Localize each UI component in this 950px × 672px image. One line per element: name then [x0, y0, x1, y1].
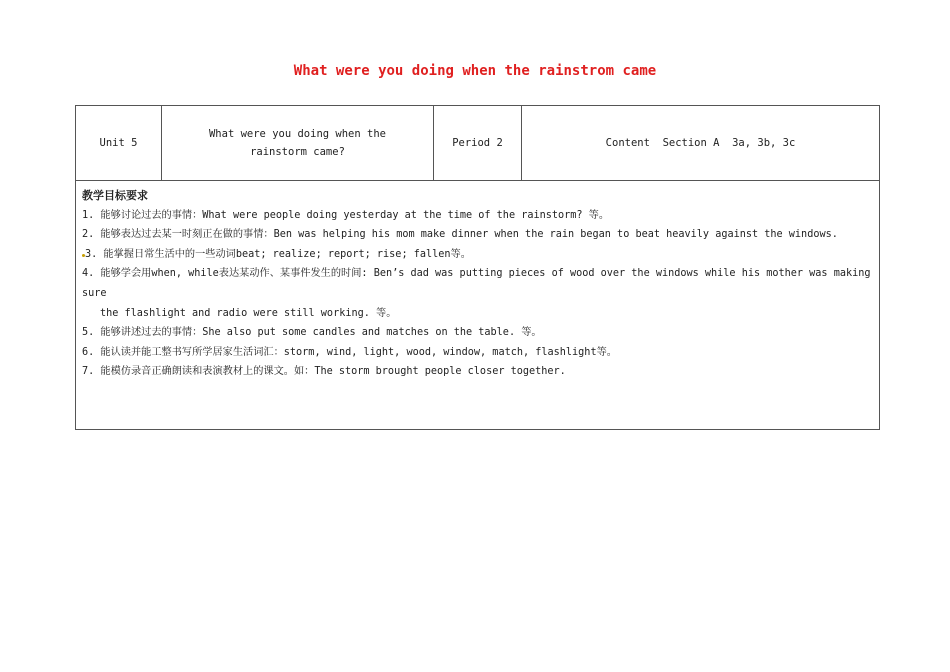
objective-item-2: 2. 能够表达过去某一时刻正在做的事情：Ben was helping his mom make dinner when the rain began to beat heavily against the windows. — [82, 229, 838, 241]
objectives-heading: 教学目标要求 — [82, 189, 148, 202]
topic-label: What were you doing when the rainstorm came? — [208, 128, 386, 158]
objective-item-3-text: 3. 能掌握日常生活中的一些动词beat; realize; report; rise; fallen等。 — [85, 248, 471, 260]
table-header-row — [76, 106, 879, 181]
unit-label: Unit 5 — [99, 137, 138, 149]
content-cell — [522, 106, 879, 180]
period-cell — [434, 106, 522, 180]
objective-item-3 — [82, 245, 874, 265]
objective-item-1: 1. 能够讨论过去的事情：What were people doing yesterday at the time of the rainstorm? 等。 — [82, 209, 610, 221]
objective-item-7: 7. 能模仿录音正确朗读和表演教材上的课文。如：The storm brought people closer together. — [82, 366, 566, 378]
objective-item-5: 5. 能够讲述过去的事情：She also put some candles and matches on the table. 等。 — [82, 327, 542, 339]
period-label: Period 2 — [452, 137, 503, 149]
topic-cell — [162, 106, 434, 180]
objectives-section — [82, 186, 874, 382]
unit-cell — [76, 106, 162, 180]
lesson-plan-table — [75, 105, 880, 430]
objective-item-4-continued: the flashlight and radio were still working. 等。 — [100, 307, 397, 319]
objective-item-6: 6. 能认读并能工整书写所学居家生活词汇：storm, wind, light, wood, window, match, flashlight等。 — [82, 346, 617, 358]
content-label: Content Section A 3a, 3b, 3c — [605, 137, 796, 149]
document-title: What were you doing when the rainstrom came — [293, 63, 657, 79]
objective-item-4: 4. 能够学会用when, while表达某动作、某事件发生的时间: Ben’s dad was putting pieces of wood over the windows while his mother was making sure — [82, 268, 871, 299]
